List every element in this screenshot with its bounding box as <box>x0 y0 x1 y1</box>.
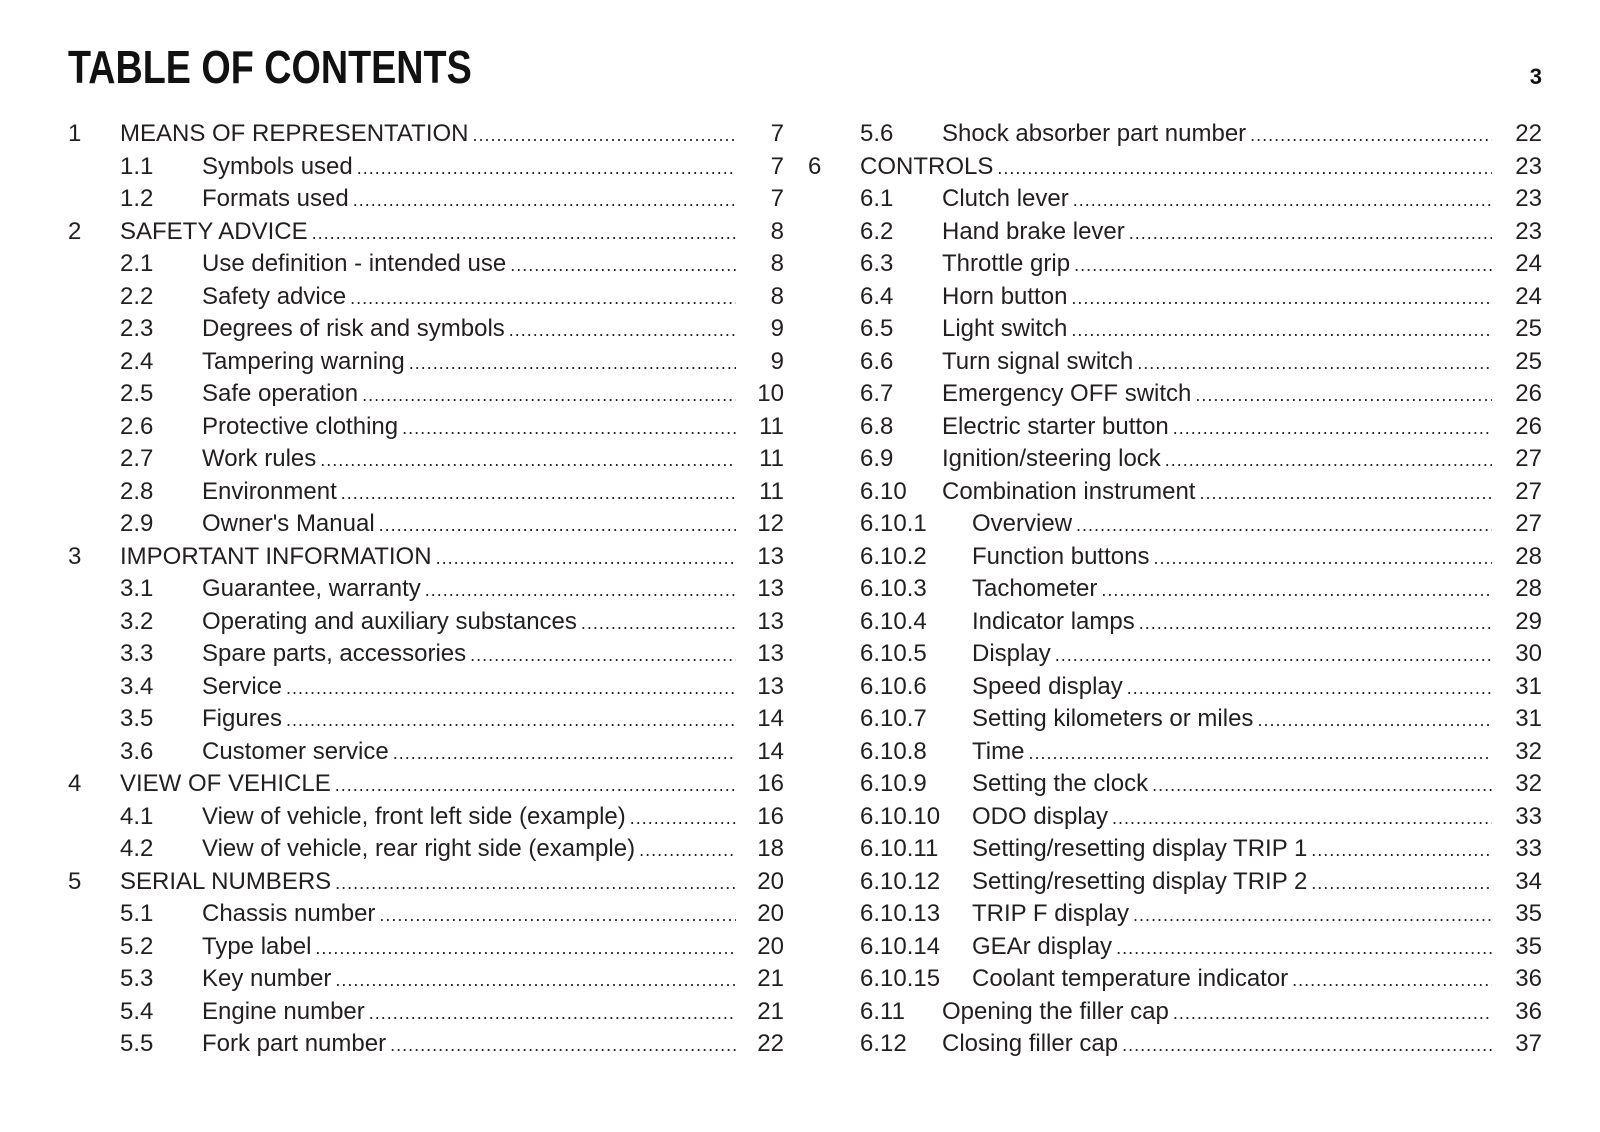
toc-entry-title[interactable]: Fork part number <box>202 1030 387 1057</box>
dot-leader <box>1073 184 1492 217</box>
toc-entry-number: 2.6 <box>120 412 154 440</box>
toc-entry[interactable] <box>808 476 1542 509</box>
toc-entry-number: 6.10.8 <box>860 737 927 765</box>
toc-entry-title[interactable]: GEAr display <box>972 932 1113 960</box>
toc-entry[interactable] <box>68 736 784 769</box>
toc-entry-number: 5.5 <box>120 1030 154 1057</box>
dot-leader <box>335 867 736 900</box>
toc-entry-page[interactable]: 22 <box>757 1030 784 1057</box>
dot-leader <box>362 379 736 412</box>
toc-right-column <box>808 118 1542 1061</box>
toc-entry-page[interactable]: 27 <box>1515 510 1542 537</box>
toc-entry[interactable] <box>808 996 1542 1029</box>
toc-entry-page[interactable]: 22 <box>1515 120 1542 147</box>
toc-entry-title[interactable]: Turn signal switch <box>942 347 1134 375</box>
toc-entry-number: 3.4 <box>120 672 154 700</box>
toc-entry[interactable] <box>68 898 784 931</box>
dot-leader <box>1311 867 1492 900</box>
toc-entry[interactable] <box>808 346 1542 379</box>
toc-entry-title[interactable]: Overview <box>972 510 1073 537</box>
toc-entry-title[interactable]: Function buttons <box>972 542 1150 570</box>
toc-entry-number: 6.11 <box>860 997 905 1025</box>
toc-entry-number: 5 <box>68 867 82 895</box>
dot-leader <box>1292 964 1492 997</box>
toc-entry-number: 2.9 <box>120 510 154 537</box>
toc-entry-title[interactable]: View of vehicle, front left side (example) <box>202 802 626 830</box>
toc-entry-number: 5.2 <box>120 932 154 960</box>
toc-entry-title[interactable]: Type label <box>202 932 312 960</box>
dot-leader <box>312 217 736 250</box>
toc-entry-title[interactable]: Customer service <box>202 737 389 765</box>
toc-entry[interactable] <box>68 378 784 411</box>
toc-entry[interactable] <box>808 313 1542 346</box>
toc-entry[interactable] <box>808 703 1542 736</box>
toc-entry[interactable] <box>68 638 784 671</box>
toc-entry-page[interactable]: 35 <box>1515 932 1542 960</box>
dot-leader <box>1257 704 1492 737</box>
dot-leader <box>1137 347 1492 380</box>
dot-leader <box>353 184 736 217</box>
toc-entry-page[interactable]: 31 <box>1515 672 1542 700</box>
dot-leader <box>470 639 736 672</box>
dot-leader <box>630 802 736 835</box>
toc-entry-title[interactable]: Setting the clock <box>972 770 1149 797</box>
toc-entry-title[interactable]: Setting/resetting display TRIP 1 <box>972 835 1308 862</box>
toc-entry-title[interactable]: Operating and auxiliary substances <box>202 607 577 635</box>
toc-entry-title[interactable]: Tampering warning <box>202 347 405 375</box>
toc-entry-page[interactable]: 25 <box>1515 315 1542 342</box>
toc-entry-number: 5.1 <box>120 900 154 927</box>
dot-leader <box>402 412 736 445</box>
toc-left-column <box>68 118 784 1061</box>
dot-leader <box>1127 672 1492 705</box>
toc-entry-page[interactable]: 36 <box>1515 997 1542 1025</box>
toc-entry[interactable] <box>68 573 784 606</box>
toc-entry-title[interactable]: View of vehicle, rear right side (example) <box>202 835 636 862</box>
toc-entry-title[interactable]: Display <box>972 640 1051 667</box>
toc-entry-page[interactable]: 37 <box>1515 1030 1542 1057</box>
toc-entry[interactable] <box>808 736 1542 769</box>
toc-entry-title[interactable]: Indicator lamps <box>972 607 1135 635</box>
toc-entry-number: 6.5 <box>860 315 894 342</box>
toc-entry-number: 6.12 <box>860 1030 907 1057</box>
dot-leader <box>335 964 736 997</box>
toc-entry-page[interactable]: 16 <box>757 802 784 830</box>
toc-entry[interactable] <box>808 898 1542 931</box>
dot-leader <box>436 542 736 575</box>
toc-entry[interactable] <box>808 768 1542 801</box>
toc-entry[interactable] <box>808 671 1542 704</box>
toc-entry-page[interactable]: 23 <box>1515 185 1542 212</box>
dot-leader <box>335 769 736 802</box>
toc-entry[interactable] <box>68 768 784 801</box>
toc-entry-page[interactable]: 24 <box>1515 250 1542 277</box>
toc-entry[interactable] <box>808 963 1542 996</box>
toc-entry[interactable] <box>68 476 784 509</box>
toc-entry-number: 6.7 <box>860 380 894 407</box>
toc-entry-number: 4.2 <box>120 835 154 862</box>
dot-leader <box>369 997 736 1030</box>
toc-entry[interactable] <box>68 606 784 639</box>
toc-entry-number: 6.10.15 <box>860 965 941 992</box>
toc-entry-title[interactable]: Degrees of risk and symbols <box>202 315 505 342</box>
toc-entry-number: 6.10.5 <box>860 640 927 667</box>
toc-entry-page[interactable]: 9 <box>770 315 784 342</box>
dot-leader <box>1139 607 1492 640</box>
toc-entry[interactable] <box>808 118 1542 151</box>
dot-leader <box>1133 899 1492 932</box>
toc-entry-page[interactable]: 24 <box>1515 282 1542 310</box>
toc-entry-title[interactable]: Work rules <box>202 445 317 472</box>
toc-entry[interactable] <box>68 866 784 899</box>
toc-entry[interactable] <box>68 183 784 216</box>
dot-leader <box>425 574 736 607</box>
toc-entry-page[interactable]: 13 <box>757 672 784 700</box>
toc-entry-title[interactable]: Setting kilometers or miles <box>972 705 1254 732</box>
toc-entry-title[interactable]: Opening the filler cap <box>942 997 1169 1025</box>
toc-entry-title[interactable]: Setting/resetting display TRIP 2 <box>972 867 1308 895</box>
toc-entry-title[interactable]: Emergency OFF switch <box>942 380 1192 407</box>
toc-entry-page[interactable]: 26 <box>1515 412 1542 440</box>
dot-leader <box>379 509 736 542</box>
toc-entry-number: 6.6 <box>860 347 894 375</box>
dot-leader <box>286 704 736 737</box>
toc-entry-page[interactable]: 13 <box>757 575 784 602</box>
toc-entry[interactable] <box>68 443 784 476</box>
toc-entry-page[interactable]: 35 <box>1515 900 1542 927</box>
toc-entry-title[interactable]: Figures <box>202 705 283 732</box>
dot-leader <box>1116 932 1492 965</box>
toc-entry[interactable] <box>808 1028 1542 1061</box>
toc-entry-number: 6.10.6 <box>860 672 927 700</box>
dot-leader <box>1071 314 1492 347</box>
page-number: 3 <box>1529 64 1542 89</box>
toc-entry-title[interactable]: Chassis number <box>202 900 376 927</box>
toc-entry-title[interactable]: Electric starter button <box>942 412 1169 440</box>
toc-entry[interactable] <box>808 216 1542 249</box>
toc-entry-number: 2 <box>68 217 82 245</box>
toc-entry-page[interactable]: 16 <box>757 770 784 797</box>
toc-entry[interactable] <box>68 313 784 346</box>
toc-entry-title[interactable]: Combination instrument <box>942 477 1196 505</box>
dot-leader <box>510 249 736 282</box>
toc-entry-number: 3.2 <box>120 607 154 635</box>
toc-entry-page[interactable]: 20 <box>757 900 784 927</box>
toc-entry-number: 4.1 <box>120 802 154 830</box>
toc-entry[interactable] <box>68 996 784 1029</box>
toc-entry[interactable] <box>68 963 784 996</box>
toc-entry[interactable] <box>808 541 1542 574</box>
toc-entry-title[interactable]: Spare parts, accessories <box>202 640 467 667</box>
toc-entry-title[interactable]: Environment <box>202 477 337 505</box>
toc-entry[interactable] <box>808 248 1542 281</box>
toc-entry-number: 2.8 <box>120 477 154 505</box>
toc-entry-title[interactable]: Shock absorber part number <box>942 120 1247 147</box>
toc-entry-number: 6.10.1 <box>860 510 927 537</box>
toc-entry[interactable] <box>68 151 784 184</box>
toc-entry-page[interactable]: 12 <box>757 510 784 537</box>
toc-entry-title[interactable]: Coolant temperature indicator <box>972 965 1289 992</box>
dot-leader <box>472 119 736 152</box>
dot-leader <box>1076 509 1492 542</box>
toc-entry-number: 4 <box>68 770 82 797</box>
dot-leader <box>1152 769 1492 802</box>
toc-entry-title[interactable]: TRIP F display <box>972 900 1129 927</box>
dot-leader <box>1311 834 1492 867</box>
dot-leader <box>1153 542 1492 575</box>
dot-leader <box>1028 737 1492 770</box>
toc-entry-number: 1.2 <box>120 185 154 212</box>
toc-entry-title[interactable]: Formats used <box>202 185 349 212</box>
toc-entry-page[interactable]: 7 <box>770 185 784 212</box>
dot-leader <box>379 899 736 932</box>
toc-entry-number: 6 <box>808 152 822 180</box>
dot-leader <box>409 347 736 380</box>
toc-entry-page[interactable]: 14 <box>757 737 784 765</box>
toc-entry-number: 6.10.10 <box>860 802 941 830</box>
toc-entry-title[interactable]: Engine number <box>202 997 365 1025</box>
dot-leader <box>393 737 736 770</box>
toc-entry-page[interactable]: 18 <box>757 835 784 862</box>
toc-entry[interactable] <box>808 378 1542 411</box>
toc-entry-page[interactable]: 28 <box>1515 575 1542 602</box>
toc-entry-title[interactable]: Closing filler cap <box>942 1030 1119 1057</box>
toc-entry-number: 6.10.2 <box>860 542 927 570</box>
toc-entry[interactable] <box>68 541 784 574</box>
toc-entry-page[interactable]: 10 <box>757 380 784 407</box>
toc-entry-page[interactable]: 27 <box>1515 445 1542 472</box>
toc-entry-page[interactable]: 31 <box>1515 705 1542 732</box>
toc-entry-number: 6.10 <box>860 477 907 505</box>
toc-entry-page[interactable]: 34 <box>1515 867 1542 895</box>
toc-entry-page[interactable]: 21 <box>757 997 784 1025</box>
dot-leader <box>1055 639 1492 672</box>
toc-entry-title[interactable]: MEANS OF REPRESENTATION <box>120 120 469 147</box>
toc-entry[interactable] <box>808 573 1542 606</box>
toc-entry-page[interactable]: 7 <box>770 120 784 147</box>
toc-entry[interactable] <box>68 801 784 834</box>
toc-entry[interactable] <box>808 801 1542 834</box>
toc-entry-title[interactable]: Symbols used <box>202 152 353 180</box>
dot-leader <box>1112 802 1492 835</box>
toc-entry-number: 2.2 <box>120 282 154 310</box>
toc-entry-page[interactable]: 29 <box>1515 607 1542 635</box>
toc-entry[interactable] <box>68 833 784 866</box>
toc-entry-page[interactable]: 23 <box>1515 152 1542 180</box>
toc-entry[interactable] <box>68 1028 784 1061</box>
dot-leader <box>1129 217 1492 250</box>
toc-entry-title[interactable]: Speed display <box>972 672 1123 700</box>
dot-leader <box>1250 119 1492 152</box>
toc-entry-title[interactable]: Hand brake lever <box>942 217 1125 245</box>
toc-entry-number: 2.7 <box>120 445 154 472</box>
dot-leader <box>1122 1029 1492 1062</box>
toc-entry-title[interactable]: Light switch <box>942 315 1068 342</box>
toc-entry[interactable] <box>808 866 1542 899</box>
toc-entry-title[interactable]: Protective clothing <box>202 412 399 440</box>
toc-entry-number: 6.10.9 <box>860 770 927 797</box>
toc-entry-number: 6.10.12 <box>860 867 941 895</box>
toc-entry-page[interactable]: 8 <box>770 217 784 245</box>
toc-entry-title[interactable]: Use definition - intended use <box>202 250 507 277</box>
toc-entry-number: 2.5 <box>120 380 154 407</box>
dot-leader <box>286 672 736 705</box>
dot-leader <box>315 932 736 965</box>
toc-entry-page[interactable]: 13 <box>757 542 784 570</box>
toc-entry[interactable] <box>808 151 1542 184</box>
toc-entry-page[interactable]: 30 <box>1515 640 1542 667</box>
toc-entry-number: 6.9 <box>860 445 894 472</box>
toc-entry-page[interactable]: 11 <box>759 445 784 472</box>
dot-leader <box>390 1029 736 1062</box>
dot-leader <box>1195 379 1492 412</box>
toc-entry-number: 6.10.7 <box>860 705 927 732</box>
toc-entry[interactable] <box>68 248 784 281</box>
toc-entry[interactable] <box>68 411 784 444</box>
dot-leader <box>1101 574 1492 607</box>
toc-entry[interactable] <box>808 638 1542 671</box>
toc-entry-title[interactable]: VIEW OF VEHICLE <box>120 770 331 797</box>
dot-leader <box>1165 444 1492 477</box>
toc-entry-title[interactable]: Throttle grip <box>942 250 1071 277</box>
toc-entry-page[interactable]: 11 <box>759 412 784 440</box>
toc-entry-page[interactable]: 20 <box>757 867 784 895</box>
toc-entry-title[interactable]: IMPORTANT INFORMATION <box>120 542 432 570</box>
toc-entry[interactable] <box>808 606 1542 639</box>
dot-leader <box>350 282 736 315</box>
toc-entry-number: 1.1 <box>120 152 154 180</box>
toc-entry-page[interactable]: 8 <box>770 250 784 277</box>
toc-entry-number: 6.10.13 <box>860 900 941 927</box>
toc-entry-title[interactable]: Safe operation <box>202 380 359 407</box>
toc-entry-number: 2.3 <box>120 315 154 342</box>
toc-entry-number: 6.3 <box>860 250 894 277</box>
toc-entry[interactable] <box>68 281 784 314</box>
toc-entry[interactable] <box>68 216 784 249</box>
toc-entry-page[interactable]: 20 <box>757 932 784 960</box>
toc-entry-number: 5.3 <box>120 965 154 992</box>
toc-entry[interactable] <box>68 118 784 151</box>
toc-entry-title[interactable]: Tachometer <box>972 575 1098 602</box>
toc-entry-title[interactable]: Key number <box>202 965 332 992</box>
toc-entry-title[interactable]: Guarantee, warranty <box>202 575 421 602</box>
toc-entry-title[interactable]: Service <box>202 672 283 700</box>
toc-entry-number: 6.10.14 <box>860 932 941 960</box>
dot-leader <box>1199 477 1492 510</box>
toc-entry-number: 2.1 <box>120 250 154 277</box>
toc-entry-page[interactable]: 33 <box>1515 802 1542 830</box>
toc-entry-page[interactable]: 21 <box>757 965 784 992</box>
toc-entry-title[interactable]: Clutch lever <box>942 185 1069 212</box>
toc-entry[interactable] <box>808 833 1542 866</box>
toc-entry[interactable] <box>68 671 784 704</box>
toc-entry[interactable] <box>808 183 1542 216</box>
toc-entry-page[interactable]: 8 <box>770 282 784 310</box>
toc-entry-page[interactable]: 7 <box>770 152 784 180</box>
toc-entry-title[interactable]: SERIAL NUMBERS <box>120 867 332 895</box>
toc-entry-page[interactable]: 13 <box>757 607 784 635</box>
toc-entry-title[interactable]: SAFETY ADVICE <box>120 217 308 245</box>
toc-entry-page[interactable]: 13 <box>757 640 784 667</box>
toc-entry-number: 1 <box>68 120 82 147</box>
toc-entry-number: 6.2 <box>860 217 894 245</box>
toc-entry[interactable] <box>68 508 784 541</box>
toc-entry-number: 6.4 <box>860 282 894 310</box>
toc-entry-title[interactable]: ODO display <box>972 802 1109 830</box>
toc-entry[interactable] <box>808 411 1542 444</box>
toc-entry-number: 3.3 <box>120 640 154 667</box>
toc-entry-number: 3.1 <box>120 575 154 602</box>
dot-leader <box>320 444 736 477</box>
toc-entry-page[interactable]: 36 <box>1515 965 1542 992</box>
toc-entry-number: 3.5 <box>120 705 154 732</box>
toc-entry-title[interactable]: Time <box>972 737 1025 765</box>
toc-entry[interactable] <box>68 703 784 736</box>
toc-entry-number: 6.8 <box>860 412 894 440</box>
dot-leader <box>1173 997 1492 1030</box>
toc-entry-number: 5.4 <box>120 997 154 1025</box>
dot-leader <box>997 152 1492 185</box>
toc-entry-title[interactable]: CONTROLS <box>860 152 994 180</box>
toc-entry[interactable] <box>68 931 784 964</box>
toc-entry[interactable] <box>808 443 1542 476</box>
toc-entry-page[interactable]: 27 <box>1515 477 1542 505</box>
dot-leader <box>639 834 736 867</box>
toc-entry-page[interactable]: 32 <box>1515 737 1542 765</box>
page-title: TABLE OF CONTENTS <box>68 41 472 93</box>
toc-entry[interactable] <box>808 508 1542 541</box>
toc-entry-page[interactable]: 9 <box>770 347 784 375</box>
toc-entry-number: 2.4 <box>120 347 154 375</box>
toc-entry-number: 6.10.11 <box>860 835 939 862</box>
dot-leader <box>1074 249 1492 282</box>
dot-leader <box>581 607 736 640</box>
toc-entry-number: 3.6 <box>120 737 154 765</box>
toc-entry-page[interactable]: 28 <box>1515 542 1542 570</box>
toc-entry-page[interactable]: 33 <box>1515 835 1542 862</box>
toc-entry-number: 6.10.4 <box>860 607 927 635</box>
toc-entry-page[interactable]: 14 <box>757 705 784 732</box>
dot-leader <box>341 477 736 510</box>
dot-leader <box>1173 412 1492 445</box>
toc-entry-title[interactable]: Ignition/steering lock <box>942 445 1161 472</box>
dot-leader <box>357 152 736 185</box>
toc-entry-title[interactable]: Owner's Manual <box>202 510 375 537</box>
toc-entry-number: 3 <box>68 542 82 570</box>
toc-entry[interactable] <box>808 931 1542 964</box>
toc-entry-number: 5.6 <box>860 120 894 147</box>
toc-entry-number: 6.1 <box>860 185 894 212</box>
toc-entry-number: 6.10.3 <box>860 575 927 602</box>
dot-leader <box>509 314 736 347</box>
toc-entry-page[interactable]: 11 <box>759 477 784 505</box>
toc-entry-title[interactable]: Safety advice <box>202 282 347 310</box>
dot-leader <box>1071 282 1492 315</box>
toc-entry-page[interactable]: 25 <box>1515 347 1542 375</box>
toc-entry[interactable] <box>68 346 784 379</box>
toc-entry-page[interactable]: 26 <box>1515 380 1542 407</box>
toc-entry[interactable] <box>808 281 1542 314</box>
toc-entry-page[interactable]: 32 <box>1515 770 1542 797</box>
toc-entry-page[interactable]: 23 <box>1515 217 1542 245</box>
toc-entry-title[interactable]: Horn button <box>942 282 1068 310</box>
